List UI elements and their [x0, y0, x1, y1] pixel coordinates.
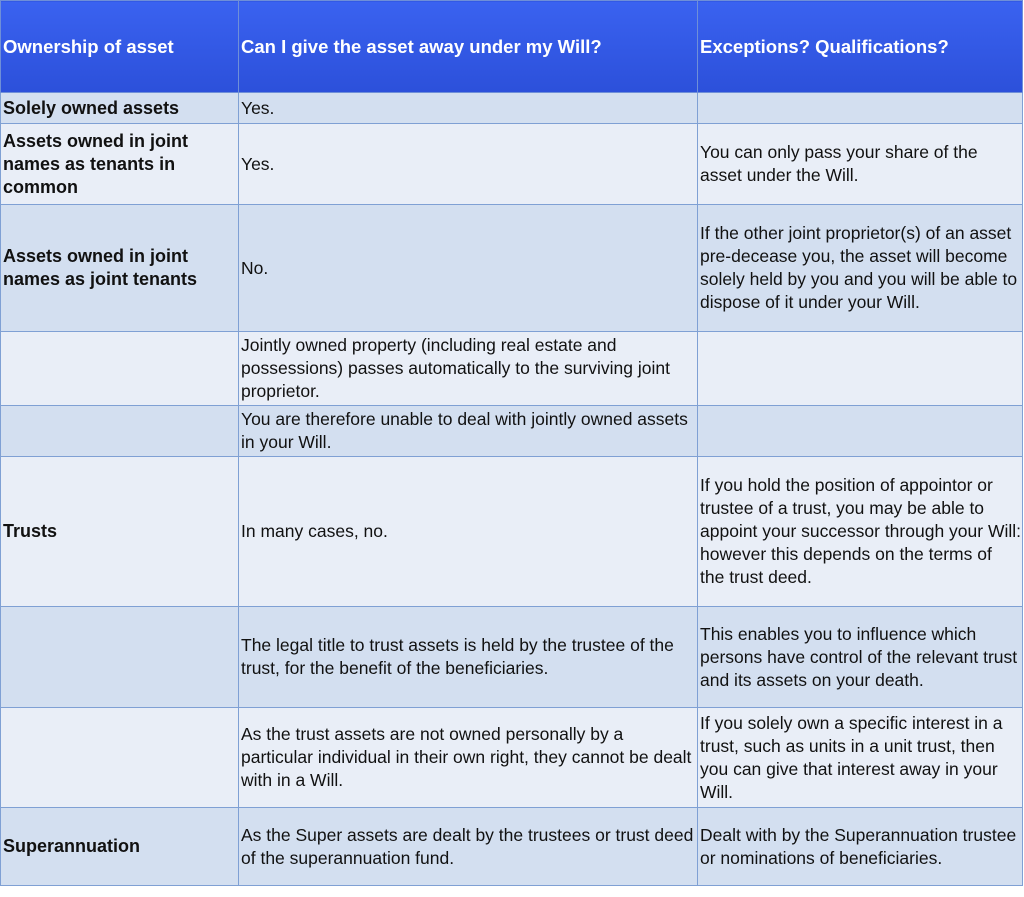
cell-ownership	[1, 332, 239, 406]
table-row	[1, 332, 1023, 406]
cell-ownership	[1, 607, 239, 708]
cell-exceptions	[698, 406, 1023, 457]
cell-ownership: Assets owned in joint names as tenants in common	[1, 124, 239, 205]
table-row	[1, 708, 1023, 808]
cell-can-give: You are therefore unable to deal with jointly owned assets in your Will.	[239, 406, 698, 457]
cell-exceptions: If you solely own a specific interest in a trust, such as units in a unit trust, then you can give that interest away in your Will.	[698, 708, 1023, 808]
header-ownership: Ownership of asset	[1, 1, 239, 93]
cell-can-give: Jointly owned property (including real estate and possessions) passes automatically to the surviving joint proprietor.	[239, 332, 698, 406]
cell-can-give: As the trust assets are not owned personally by a particular individual in their own right, they cannot be dealt with in a Will.	[239, 708, 698, 808]
cell-can-give: Yes.	[239, 93, 698, 124]
table-row	[1, 406, 1023, 457]
header-exceptions: Exceptions? Qualifications?	[698, 1, 1023, 93]
cell-ownership: Superannuation	[1, 808, 239, 886]
header-can-give: Can I give the asset away under my Will?	[239, 1, 698, 93]
cell-exceptions: This enables you to influence which persons have control of the relevant trust and its assets on your death.	[698, 607, 1023, 708]
cell-ownership: Solely owned assets	[1, 93, 239, 124]
table-row	[1, 124, 1023, 205]
cell-ownership: Trusts	[1, 457, 239, 607]
table-row	[1, 205, 1023, 332]
header-row	[1, 1, 1023, 93]
cell-exceptions: Dealt with by the Superannuation trustee or nominations of beneficiaries.	[698, 808, 1023, 886]
cell-exceptions: If you hold the position of appointor or trustee of a trust, you may be able to appoint your successor through your Will: however this depends on the terms of the trust deed.	[698, 457, 1023, 607]
cell-exceptions: You can only pass your share of the asset under the Will.	[698, 124, 1023, 205]
cell-can-give: The legal title to trust assets is held by the trustee of the trust, for the benefit of the beneficiaries.	[239, 607, 698, 708]
cell-can-give: No.	[239, 205, 698, 332]
cell-ownership	[1, 708, 239, 808]
cell-ownership	[1, 406, 239, 457]
cell-exceptions: If the other joint proprietor(s) of an asset pre-decease you, the asset will become solely held by you and you will be able to dispose of it under your Will.	[698, 205, 1023, 332]
table-row	[1, 607, 1023, 708]
cell-can-give: Yes.	[239, 124, 698, 205]
cell-exceptions	[698, 332, 1023, 406]
cell-can-give: As the Super assets are dealt by the trustees or trust deed of the superannuation fund.	[239, 808, 698, 886]
table-row	[1, 93, 1023, 124]
cell-exceptions	[698, 93, 1023, 124]
cell-ownership: Assets owned in joint names as joint tenants	[1, 205, 239, 332]
table-row	[1, 808, 1023, 886]
table-row	[1, 457, 1023, 607]
cell-can-give: In many cases, no.	[239, 457, 698, 607]
